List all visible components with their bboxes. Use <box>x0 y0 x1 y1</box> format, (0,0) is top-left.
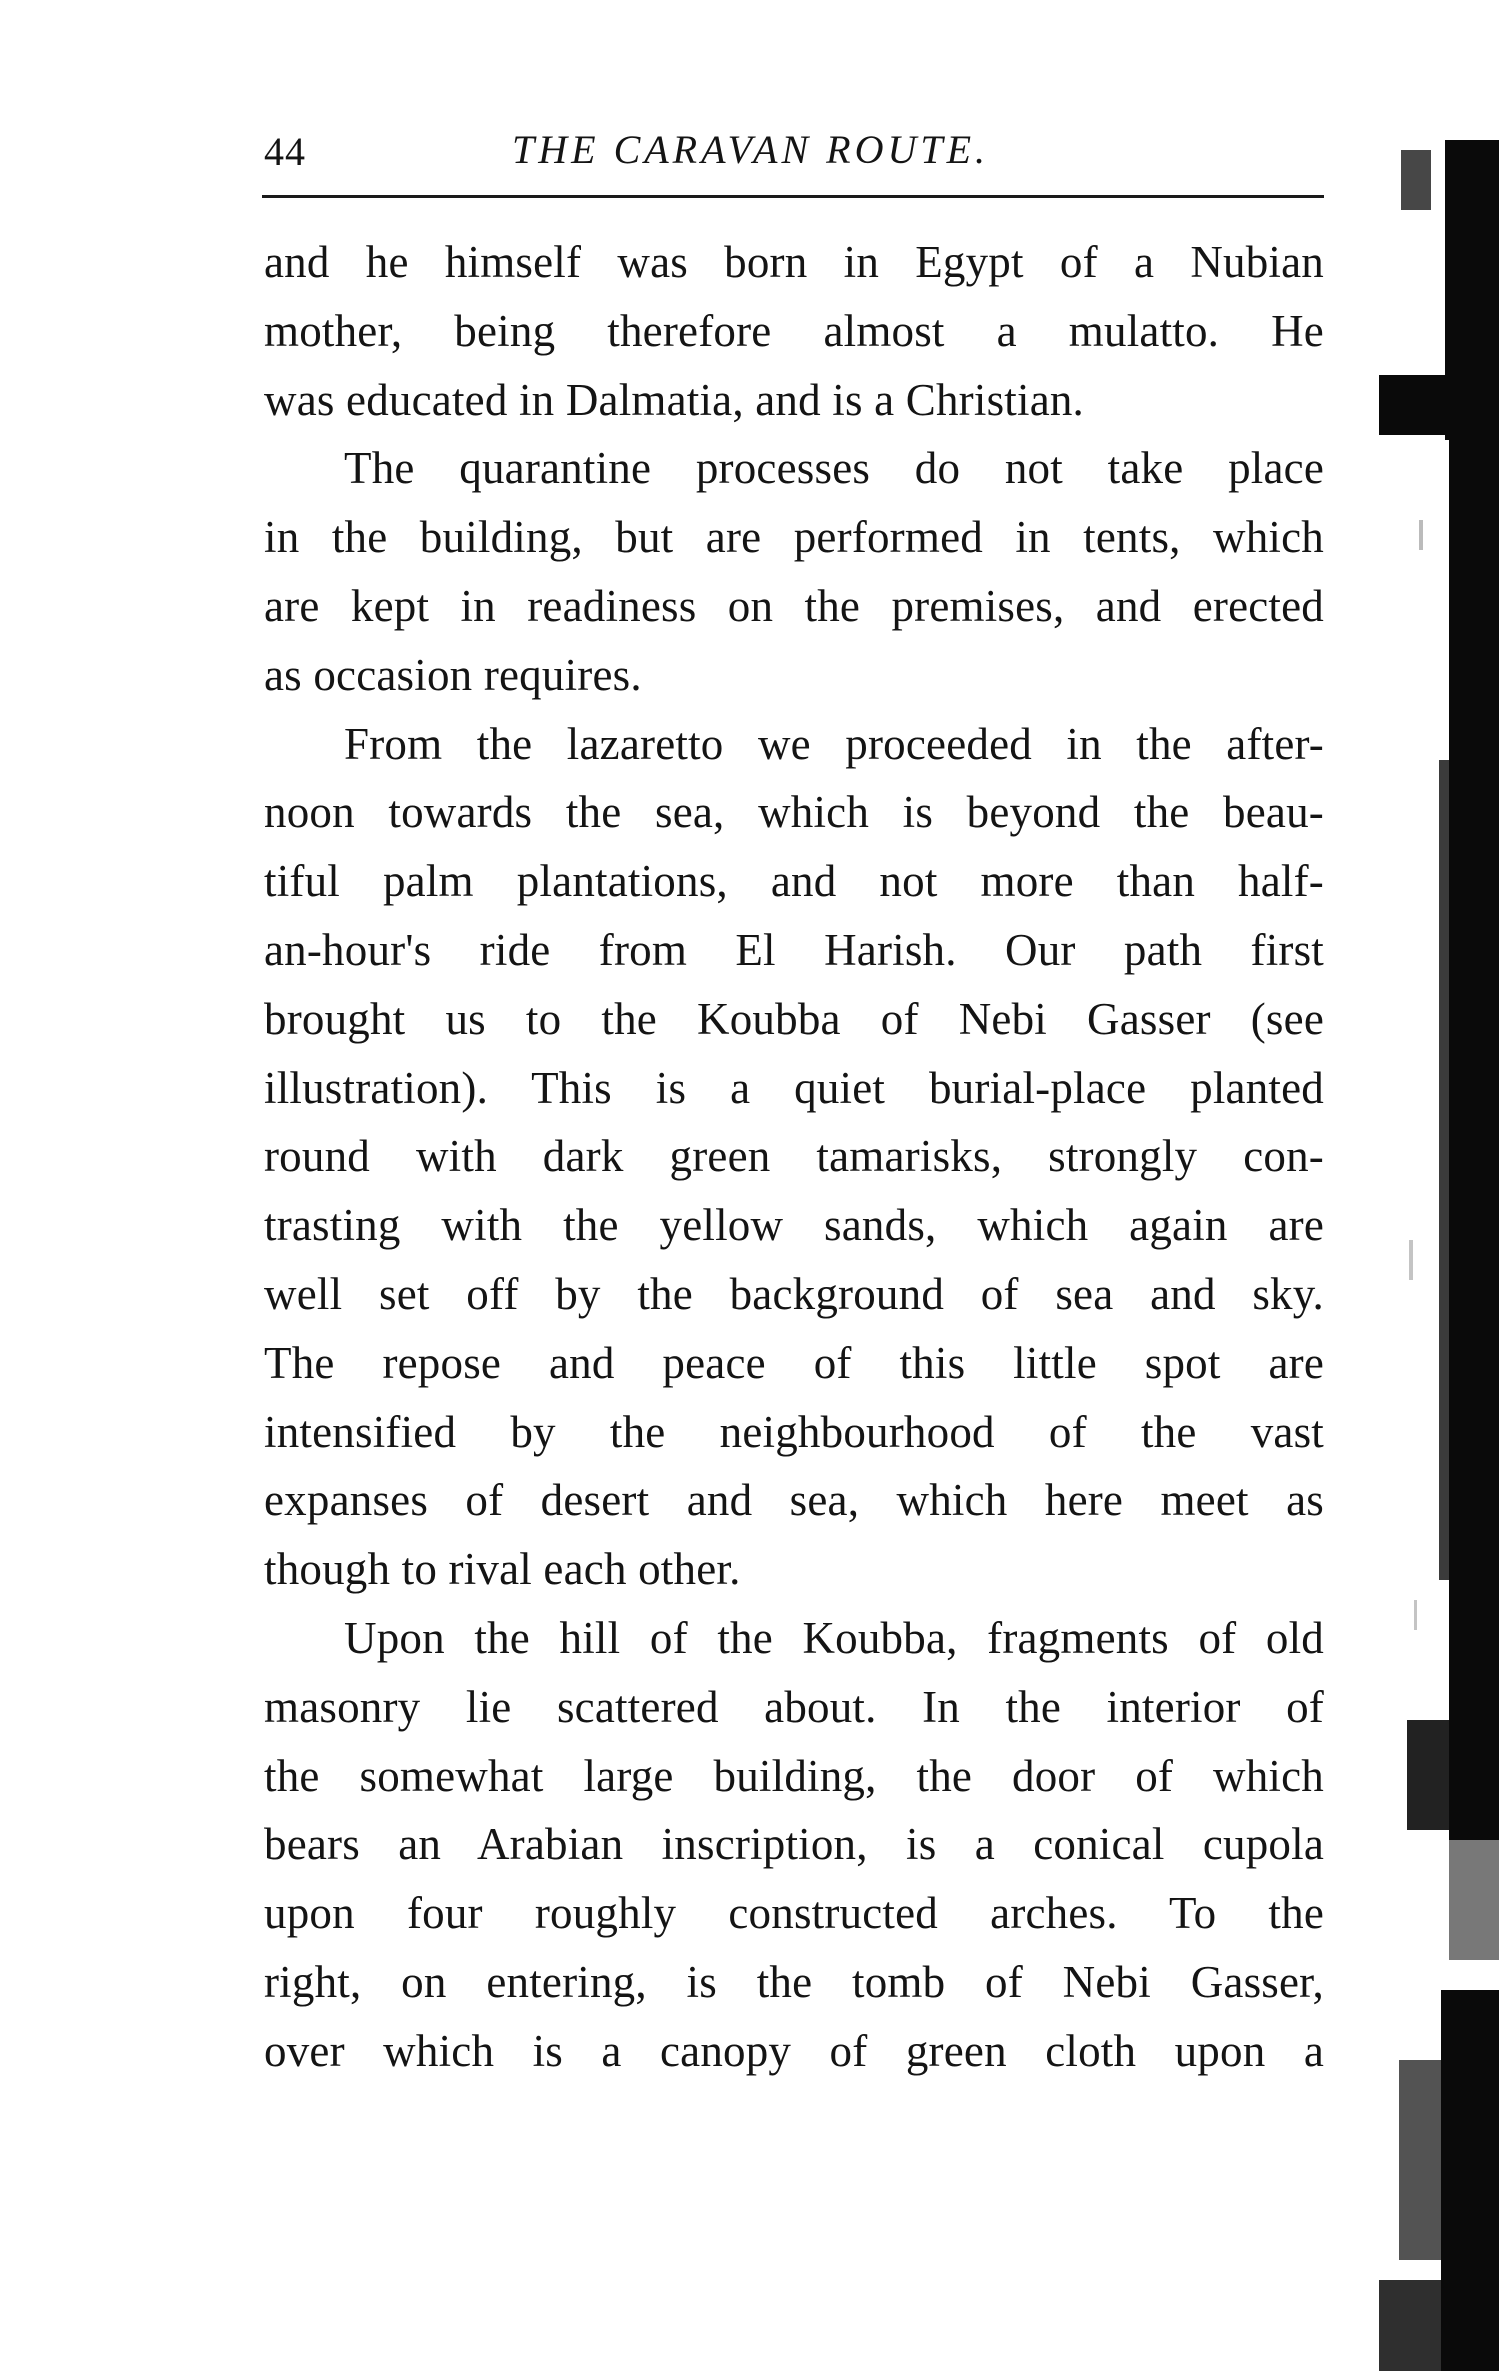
text-line: intensified by the neighbourhood of the vast <box>264 1406 1324 1457</box>
text-line: round with dark green tamarisks, strongly con- <box>264 1131 1324 1182</box>
page-number: 44 <box>264 129 306 174</box>
text-line: trasting with the yellow sands, which again are <box>264 1200 1324 1251</box>
text-line: The repose and peace of this little spot are <box>264 1337 1324 1388</box>
text-line: the somewhat large building, the door of which <box>264 1750 1324 1801</box>
text-line: expanses of desert and sea, which here meet as <box>264 1475 1324 1526</box>
text-line: mother, being therefore almost a mulatto. He <box>264 305 1324 356</box>
running-head <box>262 118 1322 178</box>
text-line: are kept in readiness on the premises, and erected <box>264 580 1324 631</box>
text-line: tiful palm plantations, and not more than half- <box>264 856 1324 907</box>
paragraph-start-line: From the lazaretto we proceeded in the after- <box>344 718 1324 769</box>
text-line: was educated in Dalmatia, and is a Christian. <box>264 374 1085 425</box>
paragraph-start-line: The quarantine processes do not take place <box>344 443 1324 494</box>
paragraph-start-line: Upon the hill of the Koubba, fragments of old <box>344 1612 1324 1663</box>
text-line: in the building, but are performed in tents, which <box>264 512 1324 563</box>
text-line: brought us to the Koubba of Nebi Gasser (see <box>264 993 1324 1044</box>
text-line: over which is a canopy of green cloth upon a <box>264 2025 1324 2076</box>
text-line: illustration). This is a quiet burial-place planted <box>264 1062 1324 1113</box>
text-line: masonry lie scattered about. In the interior of <box>264 1681 1324 1732</box>
running-title: THE CARAVAN ROUTE. <box>512 127 990 172</box>
text-line: as occasion requires. <box>264 649 642 700</box>
text-line: an-hour's ride from El Harish. Our path first <box>264 924 1324 975</box>
text-line: noon towards the sea, which is beyond the beau- <box>264 787 1324 838</box>
text-line: and he himself was born in Egypt of a Nubian <box>264 237 1324 287</box>
scan-edge-shadow <box>1379 0 1499 2371</box>
text-line: right, on entering, is the tomb of Nebi Gasser, <box>264 1956 1324 2007</box>
text-line: bears an Arabian inscription, is a conical cupola <box>264 1819 1324 1870</box>
body-text <box>264 228 1324 2086</box>
text-line: well set off by the background of sea and sky. <box>264 1268 1324 1319</box>
text-line: though to rival each other. <box>264 1544 741 1595</box>
header-rule <box>262 195 1324 198</box>
text-line: upon four roughly constructed arches. To the <box>264 1888 1324 1939</box>
